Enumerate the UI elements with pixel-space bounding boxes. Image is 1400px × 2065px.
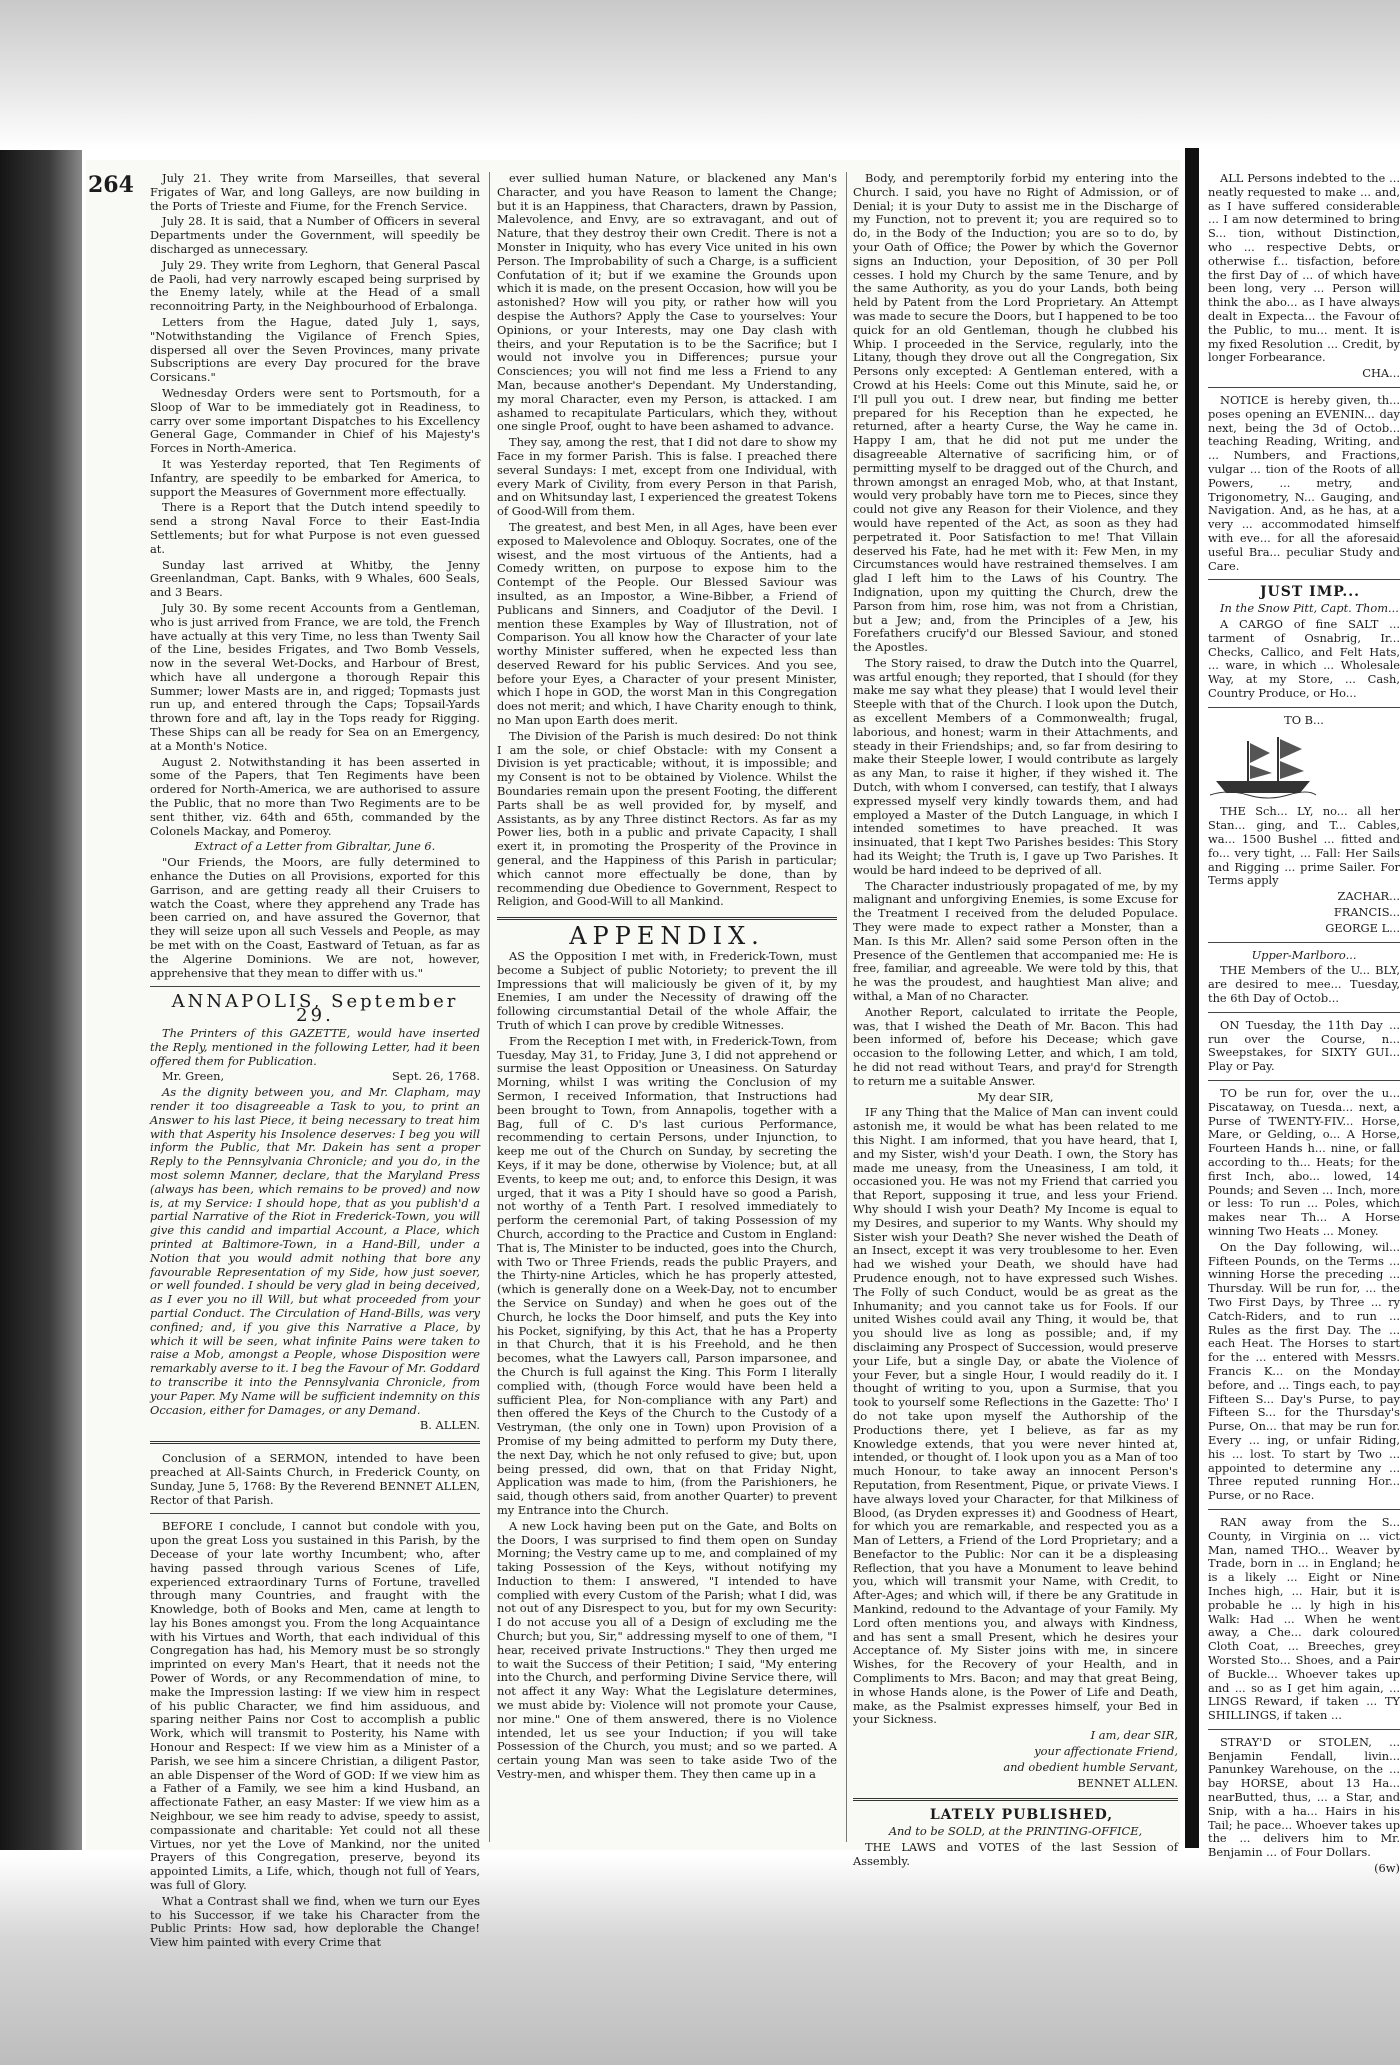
- extract-heading: Extract of a Letter from Gibraltar, June 6.: [194, 839, 436, 854]
- column-3: [853, 171, 1178, 1868]
- ship-icon: [1208, 731, 1318, 801]
- divider: [497, 917, 837, 920]
- sermon-body: What a Contrast shall we find, when we turn our Eyes to his Successor, if we take his Character from the Public Prints: How sad, how deplorable the Change! View him painted with every Crime that: [150, 1893, 480, 1950]
- appendix-title: APPENDIX.: [569, 922, 765, 951]
- news-item: Sunday last arrived at Whitby, the Jenny Greenlandman, Capt. Banks, with 9 Whales, 600 Seals, and 3 Bears.: [150, 557, 480, 600]
- letter-closing: your affectionate Friend,: [1034, 1744, 1178, 1759]
- divider: [1208, 1729, 1400, 1730]
- letter-salutation: My dear SIR,: [977, 1089, 1054, 1104]
- sermon-body: The Division of the Parish is much desired: Do not think I am the sole, or chief Obstacle: with my Consent a Division is yet practicable; without, it is impossible; and my Consent is not to be obtained by Violence. Whilst the Boundaries remain upon the present Footing, the different Parts shall be as well provided for, by myself, and Assistants, as by any Three distinct Rectors. As far as my Power lies, both in a public and private Capacity, I shall exert it, in promoting the Prosperity of the Province in general, and the Happiness of this Parish in particular; which cannot more effectually be done, than by recommending due Obedience to Government, Respect to Religion, and Good-Will to all Mankind.: [497, 728, 837, 909]
- news-item: July 30. By some recent Accounts from a Gentleman, who is just arrived from France, we are told, the French have actually at this very Time, no less than Twenty Sail of the Line, besides Frigates, and Two Bomb Vessels, now in the several Wet-Docks, and Harbour of Brest, which have all undergone a thorough Repair this Summer; lower Masts are in, and rigged; Topmasts just run up, and entered through the Caps; Topsail-Yards thrown fore and aft, lay in the Tops ready for Rigging. These Ships can all be ready for Sea on an Emergency, at a Month's Notice.: [150, 600, 480, 753]
- scan-margin-top: [0, 0, 1400, 150]
- advertisement: RAN away from the S... County, in Virginia on ... vict Man, named THO... Weaver by Trade, born in ... in England; he is a likely ... Eight or Nine Inches high, ... Hair, but it is probable he ... ly high in his Walk: Had ... When he went away, a Che... dark coloured Cloth Coat, ... Breeches, grey Worsted Sto... Shoes, and a Pair of Buckle... Whoever takes up and ... so as I get him again, ... LINGS Reward, if taken ... TY SHILLINGS, if taken ...: [1208, 1514, 1400, 1723]
- news-item: July 28. It is said, that a Number of Officers in several Departments under the Government, will speedily be discharged as unnecessary.: [150, 214, 480, 256]
- import-heading: JUST IMP...: [1259, 584, 1361, 601]
- divider: [150, 986, 480, 987]
- divider: [1208, 387, 1400, 388]
- letter-body: IF any Thing that the Malice of Man can invent could astonish me, it would be what has been related to me this Night. I am informed, that you have heard, that I, and my Sister, wish'd your Death. I own, the Story has made me uneasy, from the Uneasiness, I am told, it occasioned you. He was not my Friend that carried you that Report, supposing it true, and less your Friend. Why should I wish your Death? My Income is equal to my Desires, and superior to my Wants. Why should my Sister wish your Death? She never wished the Death of an Insect, except it was very troublesome to her. Even had we wished your Death, we should have had Prudence enough, not to have expressed such Wishes. The Folly of such Conduct, would be as great as the Inhumanity; and you cannot take us for Fools. If our united Wishes could avail any Thing, it would be, that you should live as long as possible; and, if my disclaiming any Prospect of Succession, would preserve your Life, but a single Day, or abate the Violence of your Fever, but a single Hour, I would readily do it. I thought of writing to you, upon a Surmise, that you took to yourself some Reflections in the Gazette: Tho' I do not take upon myself the Authorship of the Productions there, yet I believe, as far as my Knowledge extends, that you were never hinted at, intended, or thought of. I look upon you as a Man of too much Honour, to take away an innocent Person's Reputation, from Resentment, Pique, or private Views. I have always loved your Character, for that Milkiness of Blood, (as Dryden expresses it) and Goodness of Heart, for which you are remarkable, and respected you as a Man of Letters, a Friend of the Lord Proprietary; and a Benefactor to the Public: Nor can it be a displeasing Reflection, that you have a Monument to leave behind you, which will transmit your Name, with Credit, to After-Ages; and which will, if there be any Gratitude in Mankind, redound to the Advantage of your Family. My Lord often mentions you, and always with Kindness, and has sent a small Present, which he desires your Acceptance of. My Sister joins with me, in sincere Wishes, for the Recovery of your Health, and in Compliments to Mrs. Bacon; and may that great Being, in whose Hands alone, is the Power of Life and Death, make, as the Psalmist expresses himself, your Bed in your Sickness.: [853, 1105, 1178, 1727]
- divider: [150, 1441, 480, 1444]
- sold-at-heading: And to be SOLD, at the PRINTING-OFFICE,: [888, 1824, 1143, 1839]
- appendix-body: AS the Opposition I met with, in Frederick-Town, must become a Subject of public Notoriety; to prevent the ill Impressions that will maliciously be given of it, by my Enemies, I am under the Necessity of drawing off the following circumstantial Detail of the whole Affair, the Truth of which I can prove by credible Witnesses.: [497, 949, 837, 1033]
- laws-notice: THE LAWS and VOTES of the last Session of Assembly.: [853, 1840, 1178, 1868]
- advertisement: TO be run for, over the u... Piscataway, on Tuesda... next, a Purse of TWENTY-FIV... Horse, Mare, or Gelding, o... A Horse, Fourteen Hands h... nine, or fall according to th... Heats; for the first Inch, abo... lowed, 14 Pounds; and Seven ... Inch, more or less: To run ... Poles, which makes near Th... A Horse winning Two Heats ... Money.: [1208, 1086, 1400, 1238]
- ad-signature: GEORGE L...: [1325, 920, 1400, 935]
- letter-signature: B. ALLEN.: [419, 1418, 480, 1433]
- advertisement: On the Day following, wil... Fifteen Pounds, on the Terms ... winning Horse the preceding ... Thursday. Will be run for, ... the Two First Days, by Three ... ry Catch-Riders, and to run ... Rules as the first Day. The ... each Heat. The Horses to start for the ... entered with Messrs. Francis K... on the Monday before, and ... Tings each, to pay Fifteen S... Day's Purse, to pay Fifteen S... for the Thursday's Purse, On... that may be run for. Every ... ing, or unfair Riding, his ... lost. To start by Two ... appointed to determine any ... Three reputed running Hor... Purse, or no Race.: [1208, 1239, 1400, 1503]
- column-rule: [846, 172, 847, 1842]
- divider: [1208, 1080, 1400, 1081]
- ad-signature: CHA...: [1362, 366, 1400, 381]
- divider: [1208, 707, 1400, 708]
- advertisement: ALL Persons indebted to the ... neatly requested to make ... and, as I have suffered considerable ... I am now determined to bring S... tion, without Distinction, who ... respective Debts, or otherwise f... tisfaction, before the first Day of ... of which have been long, very ... Person will think the abo... as I have always dealt in Expecta... the Favour of the Public, to mu... ment. It is my fixed Resolution ... Credit, by longer Forbearance.: [1208, 171, 1400, 365]
- column-2: [497, 172, 837, 1852]
- news-item: It was Yesterday reported, that Ten Regiments of Infantry, are speedily to be embarked for America, to support the Measures of Government more effectually.: [150, 456, 480, 499]
- news-item: There is a Report that the Dutch intend speedily to send a strong Naval Force to their East-India Settlements; but for what Purpose is not even guessed at.: [150, 500, 480, 556]
- ad-signature: ZACHAR...: [1337, 889, 1400, 904]
- dateline: ANNAPOLIS, September 29.: [171, 991, 459, 1027]
- advertisement: NOTICE is hereby given, th... poses opening an EVENIN... day next, being the 3d of Octob... teaching Reading, Writing, and ... Numbers, and Fractions, vulgar ... tion of the Roots of all Powers, ... metry, and Trigonometry, N... Gauging, and Navigation. And, as he has, at a very ... accommodated himself with eve... for all the aforesaid useful Bra... peculiar Study and Care.: [1208, 392, 1400, 573]
- letter-closing: I am, dear SIR,: [1090, 1728, 1178, 1743]
- appendix-body: The Story raised, to draw the Dutch into the Quarrel, was artful enough; they reported, that I should (for they make me say what they please) that I would level their Steeple with that of the Church. I look upon the Dutch, as excellent Members of a Commonwealth; frugal, laborious, and honest; warm in their Attachments, and steady in their Friendships; and, so far from desiring to make their Steeple lower, I would contribute as largely as any Man, to raise it higher, if they wished it. The Dutch, with whom I conversed, can testify, that I always expressed myself very kindly towards them, and had employed a Master of the Dutch Language, in which I intended sometimes to have preached. It was insinuated, that I kept Two Parishes besides: This Story had its Weight; the Truth is, I gave up Two Parishes. It would be hard indeed to be deprived of all.: [853, 655, 1178, 877]
- advertisement: THE Members of the U... BLY, are desired to mee... Tuesday, the 6th Day of Octob...: [1208, 963, 1400, 1006]
- column-1: [150, 171, 480, 1950]
- appendix-body: Body, and peremptorily forbid my entering into the Church. I said, you have no Right of Admission, or of Denial; it is your Duty to assist me in the Discharge of my Function, not to prevent it; you are required so to do, in the Body of the Induction; you are so to do, by your Oath of Office; the Power by which the Governor signs an Induction, your Deposition, of 30 per Poll cesses. I hold my Church by the same Tenure, and by the same Authority, as you do your Lands, both being held by Patent from the Lord Proprietary. An Attempt was made to secure the Doors, but I happened to be too quick for an old Gentleman, though he clubbed his Whip. I proceeded in the Service, regularly, into the Litany, though they drove out all the Congregation, Six Persons only excepted: A Gentleman entered, with a Crowd at his Heels: Come out this Minute, said he, or I'll pull you out. I drew near, but finding me better prepared for his Reception than he expected, he returned, after a hearty Curse, the Way he came in. Happy I am, that he did not put me under the disagreeable Alternative of sacrificing him, or of permitting myself to be dragged out of the Church, and thrown amongst an enraged Mob, who, at that Instant, would very probably have torn me to Pieces, since they could not give any Reason for their Violence, and they would have repented of the Act, as soon as they had perpetrated it. Poor Satisfaction to me! That Villain deserved his Fate, had he met with it: Few Men, in my Circumstances would have restrained themselves. I am glad I left him to the Laws of his Country. The Indignation, upon my quitting the Church, drew the Parson from him, rose him, was not from a Christian, but a Jew; and, from the Principles of a Jew, his Forefathers crucify'd our Blessed Saviour, and stoned the Apostles.: [853, 171, 1178, 655]
- ad-signature: FRANCIS...: [1333, 905, 1400, 920]
- sermon-body: ever sullied human Nature, or blackened any Man's Character, and you have Reason to lament the Change; but it is an Happiness, that Characters, drawn by Passion, Malevolence, and Envy, are so extravagant, and out of Nature, that they destroy their own Credit. There is not a Monster in Iniquity, who has every Vice united in his own Person. The Improbability of such a Charge, is a sufficient Confutation of it; but if we examine the Grounds upon which it is made, on the present Occasion, how will you be astonished? How will you pity, or rather how will you despise the Authors? Apply the Case to yourselves: Your Opinions, or your Interests, may one Day clash with theirs, and your Reputation is to be the Sacrifice; but I would not involve you in Differences; pursue your Consciences; you will not find me less a Friend to any Man, because another's Dependant. My Understanding, my moral Character, even my Person, is attacked. I am ashamed to recapitulate Particulars, which they, without one single Proof, ought to have been ashamed to advance.: [497, 171, 837, 434]
- sermon-body: The greatest, and best Men, in all Ages, have been ever exposed to Malevolence and Obloquy. Socrates, one of the wisest, and the most virtuous of the Antients, had a Comedy written, on purpose to expose him to the Contempt of the People. Our Blessed Saviour was insulted, as an Impostor, a Wine-Bibber, a Friend of Publicans and Sinners, and Coadjutor of the Devil. I mention these Examples by Way of Illustration, not of Comparison. You all know how the Character of your late worthy Minister suffered, when he expected less than deserved Reward for his public Services. And you see, before your Eyes, a Character of your present Minister, which I hope in GOD, the worst Man in this Congregation does not merit; and which, I have Charity enough to think, no Man upon Earth does merit.: [497, 519, 837, 728]
- sermon-body: They say, among the rest, that I did not dare to show my Face in my former Parish. This is false. I preached there several Sundays: I met, except from one Individual, with every Mark of Civility, from every Person in that Parish, and on Whitsunday last, I experienced the greatest Tokens of Good-Will from them.: [497, 435, 837, 519]
- appendix-body: A new Lock having been put on the Gate, and Bolts on the Doors, I was surprised to find them open on Sunday Morning; the Vestry came up to me, and complained of my taking Possession of the Keys, without notifying my Induction to them: I answered, "I intended to have complied with every Custom of the Parish; what I did, was not out of any Disrespect to you, but for my own Security: I do not accuse you all of a Design of excluding me the Church; but you, Sir," addressing myself to one of them, "I hear, received private Instructions." They then urged me to wait the Success of their Petition; I said, "My entering into the Church, and performing Divine Service there, will not affect it any Way: What the Legislature determines, we must abide by: Violence will not promote your Cause, nor mine." One of them answered, there is no Violence intended, let us see your Induction; if you will take Possession of the Church, you must; and so we parted. A certain young Man was seen to take aside Two of the Vestry-men, and whisper them. They then came up in a: [497, 1518, 837, 1782]
- column-4: [1208, 171, 1400, 1876]
- news-item: "Our Friends, the Moors, are fully determined to enhance the Duties on all Provisions, exported for this Garrison, and are getting ready all their Cruisers to watch the Coast, where they apprehend any Trade has been carried on, and have assured the Governor, that they will seize upon all such Vessels and People, as may be met with on the Coast, Eastward of Tetuan, as far as the Algerine Dominions. We are not, however, apprehensive that they mean to differ with us.": [150, 855, 480, 980]
- page-gutter: [1185, 148, 1199, 1848]
- divider: [1208, 579, 1400, 580]
- appendix-body: The Character industriously propagated of me, by my malignant and unforgiving Enemies, is some Excuse for the Treatment I received from the deluded Populace. They were made to expect rather a Monster, than a Man. Is this Mr. Allen? said some Person often in the Presence of the Gentlemen that accompanied me: He is free, familiar, and agreeable. We were told by this, that he was the proudest, and haughtiest Man alive; and withal, a Man of no Character.: [853, 878, 1178, 1004]
- import-subheading: In the Snow Pitt, Capt. Thom...: [1220, 601, 1399, 616]
- divider: [1208, 1509, 1400, 1510]
- news-item: August 2. Notwithstanding it has been asserted in some of the Papers, that Ten Regiments have been ordered for North-America, we are authorised to assure the Public, that no more than Two Regiments are to be sent thither, viz. 64th and 65th, commanded by the Colonels Mackay, and Pomeroy.: [150, 754, 480, 838]
- news-item: July 29. They write from Leghorn, that General Pascal de Paoli, had very narrowly escaped being surprised by the Enemy lately, while at the Head of a small reconnoitring Party, in the Neighbourhood of Erbalonga.: [150, 257, 480, 314]
- letter-body: As the dignity between you, and Mr. Clapham, may render it too disagreeable a Task to you, to print an Answer to his last Piece, it being necessary to treat him with that Asperity his Insolence deserves: I beg you will inform the Public, that Mr. Dakein has sent a proper Reply to the Pennsylvania Chronicle; and you do, in the most solemn Manner, declare, that the Maryland Press (always has been, which remains to be proved) and now is, at my Service: I should hope, that as you publish'd a partial Narrative of the Riot in Frederick-Town, you will give this candid and impartial Account, a Place, which printed at Baltimore-Town, in a Hand-Bill, under a Notion that you would admit nothing that bore any favourable Representation of my Side, how just soever, or well founded. I should be very glad in being deceived, as I ever you no ill Will, but what proceeded from your partial Conduct. The Circulation of Hand-Bills, was very confined; and, if you give this Narrative a Place, by which it will be seen, what infinite Pains were taken to raise a Mob, amongst a People, whose Disposition were remarkably averse to it. I beg the Favour of Mr. Goddard to transcribe it into the Pennsylvania Chronicle, from your Paper. My Name will be sufficient indemnity on this Occasion, either for Damages, or any Demand.: [150, 1085, 480, 1417]
- news-item: Letters from the Hague, dated July 1, says, "Notwithstanding the Vigilance of French Spies, dispersed all over the Seven Provinces, many private Subscriptions are every Day procured for the brave Corsicans.": [150, 314, 480, 385]
- page-number: 264: [88, 172, 134, 198]
- members-heading: Upper-Marlboro...: [1251, 947, 1357, 962]
- sermon-title: Conclusion of a SERMON, intended to have been preached at All-Saints Church, in Frederick County, on Sunday, June 5, 1768: By the Reverend BENNET ALLEN, Rector of that Parish.: [150, 1451, 480, 1507]
- divider: [1208, 942, 1400, 943]
- advertisement: STRAY'D or STOLEN, ... Benjamin Fendall, livin... Panunkey Warehouse, on the ... bay HORSE, about 13 Ha... nearButted, thus, ... a Star, and Snip, with a ha... Hairs in his Tail; he pace... Whoever takes up the ... delivers him to Mr. Benjamin ... of Four Dollars.: [1208, 1734, 1400, 1860]
- sale-heading: TO B...: [1284, 712, 1324, 727]
- appendix-body: From the Reception I met with, in Frederick-Town, from Tuesday, May 31, to Friday, June 3, I did not apprehend or surmise the least Opposition or Uneasiness. On Saturday Morning, whilst I was writing the Conclusion of my Sermon, I received Information, that Instructions had been brought to Town, from Annapolis, together with a Bag, full of C. D's last curious Performance, recommending to certain Persons, under Injunction, to keep me out of the Church on Sunday, by secreting the Keys, if it may be done, otherwise by Violence; but, at all Events, to keep me out; and, to enforce this Design, it was urged, that it was a Pity I should have so good a Parish, not worthy of a Tenth Part. I resolved immediately to perform the ceremonial Part, of taking Possession of my Church, according to the Practice and Custom in England: That is, The Minister to be inducted, goes into the Church, with Two or Three Friends, reads the public Prayers, and the Thirty-nine Articles, which he has properly attested, (which is generally done on a Week-Day, not to encumber the Service on Sunday) and when he goes out of the Church, he locks the Door himself, and puts the Key into his Pocket, signifying, by this Act, that he has a Property in that Church, that it is his Freehold, and he then becomes, what the Lawyers call, Parson imparsonee, and the Church is full against the King. This Form I literally complied with, (though Force would have been held a sufficient Plea, for Non-compliance with any Part) and then offered the Keys of the Church to the Custody of a Vestryman, (the only one in Town) upon Provision of a Promise of my being admitted to perform my Duty there, the next Day, which he not only refused to give; but, upon being pressed, did own, that on that Friday Night, Application was made to him, (from the Parishioners, he said, though others said, from another Quarter) to prevent my Entrance into the Church.: [497, 1033, 837, 1517]
- divider: [853, 1798, 1178, 1801]
- letter-signature: BENNET ALLEN.: [1077, 1775, 1178, 1790]
- printers-note: The Printers of this GAZETTE, would have inserted the Reply, mentioned in the following Letter, had it been offered them for Publication.: [150, 1026, 480, 1068]
- news-item: Wednesday Orders were sent to Portsmouth, for a Sloop of War to be immediately got in Readiness, to carry over some important Dispatches to his Excellency General Gage, Commander in Chief of his Majesty's Forces in North-America.: [150, 385, 480, 456]
- binding-shadow: [0, 150, 82, 1850]
- letter-closing: and obedient humble Servant,: [1003, 1759, 1178, 1774]
- column-rule: [489, 172, 490, 1842]
- letter-salutation: Mr. Green, Sept. 26, 1768.: [162, 1069, 480, 1084]
- sermon-body: BEFORE I conclude, I cannot but condole with you, upon the great Loss you sustained in this Parish, by the Decease of your late worthy Incumbent; who, after having passed through various Scenes of Life, experienced extraordinary Turns of Fortune, travelled through many Countries, and fraught with the Knowledge, both of Books and Men, came at length to lay his Bones amongst you. From the long Acquaintance with his Virtues and Worth, that each individual of this Congregation has had, his Memory must be so strongly imprinted on every Man's Heart, that it needs not the Power of Words, or any Recommendation of mine, to make the Impression lasting: If we view him in respect of his public Character, we find him assiduous, and sparing neither Pains nor Cost to accomplish a public Work, which will transmit to Posterity, his Name with Honour and Respect: If we view him as a Minister of a Parish, we see him a sincere Christian, a diligent Pastor, an able Dispenser of the Word of GOD: If we view him as a Father of a Family, we see him a kind Husband, an affectionate Father, an easy Master: If we view him as a Neighbour, we see him ready to advise, speedy to assist, compassionate and charitable: Yet could not all these Virtues, nor yet the Love of Mankind, nor the united Prayers of this Congregation, preserve, beyond its appointed Limits, a Life, which, though not full of Years, was full of Glory.: [150, 1519, 480, 1893]
- advertisement: THE Sch... LY, no... all her Stan... ging, and T... Cables, wa... 1500 Bushel ... fitted and fo... very tight, ... Fall: Her Sails and Rigging ... prime Sailer. For Terms apply: [1208, 804, 1400, 888]
- divider: [1208, 1012, 1400, 1013]
- news-item: July 21. They write from Marseilles, that several Frigates of War, and long Galleys, are now building in the Ports of Trieste and Fiume, for the French Service.: [150, 171, 480, 213]
- advertisement: A CARGO of fine SALT ... tarment of Osnabrig, Ir... Checks, Callico, and Felt Hats, ... ware, in which ... Wholesale Way, at my Store, ... Cash, Country Produce, or Ho...: [1208, 616, 1400, 700]
- advertisement: ON Tuesday, the 11th Day ... run over the Course, n... Sweepstakes, for SIXTY GUI... Play or Pay.: [1208, 1017, 1400, 1074]
- divider: [150, 1513, 480, 1514]
- lately-published-heading: LATELY PUBLISHED,: [929, 1807, 1114, 1824]
- appendix-body: Another Report, calculated to irritate the People, was, that I wished the Death of Mr. Bacon. This had been informed of, before his Decease; which gave occasion to the following Letter, and which, I am told, he did not read without Tears, and pray'd for Strength to return me a suitable Answer.: [853, 1004, 1178, 1088]
- ad-code: (6w): [1374, 1861, 1400, 1876]
